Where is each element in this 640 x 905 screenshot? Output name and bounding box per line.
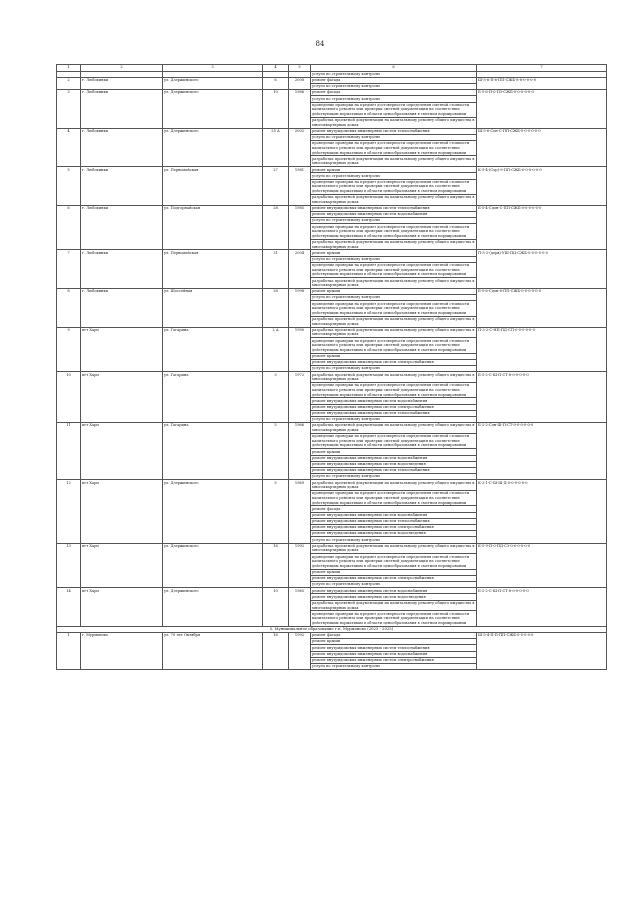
work-type-cell: услуги по строительному контролю (311, 416, 477, 422)
building-code-cell: К-5-4-(Сор)-9-ПП-СЖБ-0-0-0-0-0-0 (477, 167, 607, 206)
work-type-cell: услуги по строительному контролю (311, 218, 477, 224)
year-cell: 1990 (289, 327, 311, 372)
work-type-cell: разработка проектной документации на капитальному ремонту общего имущества в многоквартирных домах (311, 239, 477, 250)
work-type-cell: ремонт внутридомовых инженерных систем электроснабжения (311, 575, 477, 581)
locality-cell: г. Любохинки (81, 250, 163, 289)
street-cell: ул. Гагарина (163, 327, 263, 372)
work-type-cell: разработка проектной документации на капитальному ремонту общего имущества в многоквартирных домах (311, 423, 477, 434)
house-number-cell: 3 (263, 372, 289, 423)
work-type-cell: услуги по строительному контролю (311, 366, 477, 372)
work-type-cell: ремонт крыши (311, 569, 477, 575)
work-type-cell: ремонт внутридомовых инженерных систем водоотведения (311, 461, 477, 467)
house-number-cell: 16 (263, 632, 289, 669)
building-code-cell: Б-5-4-Сдон-С-ПП-СЖБ-0-0-0-0-0-0 (477, 205, 607, 250)
work-type-cell: ремонт внутридомовых инженерных систем электроснабжения (311, 524, 477, 530)
building-code-cell: Б-3-2-С-Ш-П-СТ-8-0-0-0-0-0 (477, 372, 607, 423)
work-type-cell: услуги по строительному контролю (311, 582, 477, 588)
table-row (57, 289, 607, 295)
building-code-cell: К-5-9-П-0-ПД-СЗ-0-0-0-0-0-0 (477, 543, 607, 588)
house-number-cell: 16 (263, 543, 289, 588)
page-number: 84 (315, 40, 325, 48)
row-number-cell: 6 (57, 205, 81, 250)
building-code-cell: Б-5-6-П-0-ПЗ-СЖБ-0-0-0-0-0-0 (477, 90, 607, 129)
work-type-cell: ремонт внутридомовых инженерных систем теплоснабжения (311, 205, 477, 211)
work-type-cell: ремонт внутридомовых инженерных систем водоснабжения (311, 455, 477, 461)
locality-cell: г. Любохинки (81, 205, 163, 250)
work-type-cell: ремонт внутридомовых инженерных систем электроснабжения (311, 359, 477, 365)
work-type-cell: ремонт фасада (311, 506, 477, 512)
row-number-cell: 1 (57, 632, 81, 669)
table-row (57, 128, 607, 134)
table-row (57, 167, 607, 173)
year-cell: 1965 (289, 588, 311, 627)
year-cell: 1972 (289, 372, 311, 423)
street-cell: ул. 70 лет Октября (163, 632, 263, 669)
work-type-cell: разработка проектной документации на капитальному ремонту общего имущества в многоквартирных домах (311, 600, 477, 611)
locality-cell: г. Любохинки (81, 289, 163, 328)
table-row (57, 372, 607, 383)
work-type-cell: разработка проектной документации на капитальному ремонту общего имущества в многоквартирных домах (311, 543, 477, 554)
row-number-cell: 7 (57, 250, 81, 289)
table-row (57, 90, 607, 96)
row-number-cell: 4 (57, 128, 81, 167)
work-type-cell: ремонт внутридомовых инженерных систем теплоснабжения (311, 410, 477, 416)
locality-cell: г. Любохинки (81, 128, 163, 167)
work-type-cell: разработка проектной документации на капитальному ремонту общего имущества в многоквартирных домах (311, 117, 477, 128)
house-number-cell: 25 А (263, 128, 289, 167)
house-number-cell: 2 А (263, 327, 289, 372)
work-type-cell: ремонт внутридомовых инженерных систем электроснабжения (311, 657, 477, 663)
work-type-cell: ремонт крыши (311, 353, 477, 359)
work-type-cell: разработка проектной документации на капитальному ремонту общего имущества в многоквартирных домах (311, 156, 477, 167)
work-type-cell: проведение проверки на предмет достоверности определения сметной стоимости капитального ремонта или проверки сметной документации на соответствие действующим нормативам в области ценообразования в сметном нормировании (311, 224, 477, 239)
table-row (57, 77, 607, 83)
table-row (57, 543, 607, 554)
work-type-cell: проведение проверки на предмет достоверности определения сметной стоимости капитального ремонта или проверки сметной документации на соответствие действующим нормативам в области ценообразования в сметном нормировании (311, 141, 477, 156)
year-cell: 2004 (289, 250, 311, 289)
work-type-cell: разработка проектной документации на капитальному ремонту общего имущества в многоквартирных домах (311, 278, 477, 289)
section-title: 5. Муниципальное образование г.п. Мурманово (2023 - 2025) (57, 626, 607, 632)
work-type-cell: проведение проверки на предмет достоверности определения сметной стоимости капитального ремонта или проверки сметной документации на соответствие действующим нормативам в области ценообразования в сметном нормировании (311, 491, 477, 506)
street-cell: ул. Гагарина (163, 372, 263, 423)
work-type-cell: разработка проектной документации на капитальному ремонту общего имущества в многоквартирных домах (311, 327, 477, 338)
work-type-cell: ремонт внутридомовых инженерных систем водоснабжения (311, 211, 477, 217)
work-type-cell: разработка проектной документации на капитальному ремонту общего имущества в многоквартирных домах (311, 480, 477, 491)
row-number-cell: 8 (57, 289, 81, 328)
building-code-cell: Б-5-6-Сдон-8-ПП-СЖБ-0-0-0-0-0-0 (477, 289, 607, 328)
work-type-cell: услуги по строительному контролю (311, 96, 477, 102)
work-type-cell: ремонт внутридомовых инженерных систем теплоснабжения (311, 128, 477, 134)
year-cell: 1986 (289, 90, 311, 129)
year-cell: 1969 (289, 480, 311, 543)
row-number-cell: 11 (57, 423, 81, 480)
building-code-cell: Б-2-2-С-Ш-П-СТ-8-0-0-0-0-0 (477, 588, 607, 627)
row-number-cell: 9 (57, 327, 81, 372)
house-number-cell: 31 (263, 250, 289, 289)
work-type-cell: проведение проверки на предмет достоверности определения сметной стоимости капитального ремонта или проверки сметной документации на соответствие действующим нормативам в области ценообразования в сметном нормировании (311, 102, 477, 117)
work-type-cell: проведение проверки на предмет достоверности определения сметной стоимости капитального ремонта или проверки сметной документации на соответствие действующим нормативам в области ценообразования в сметном нормировании (311, 554, 477, 569)
street-cell: ул. Шоссейная (163, 289, 263, 328)
building-code-cell: Ш-5-4-П-П-ПП-СЖБ-0-0-0-0-0 (477, 632, 607, 669)
building-code-cell: Б-2-2-Сдн-Ш-П-СТ-0-0-0-0-0-0 (477, 423, 607, 480)
work-type-cell: проведение проверки на предмет достоверности определения сметной стоимости капитального ремонта или проверки сметной документации на соответствие действующим нормативам в области ценообразования в сметном нормировании (311, 383, 477, 398)
row-number-cell: 10 (57, 372, 81, 423)
work-type-cell: ремонт крыши (311, 449, 477, 455)
work-type-cell: ремонт крыши (311, 289, 477, 295)
table-row (57, 205, 607, 211)
work-type-cell: ремонт внутридомовых инженерных систем водоотведения (311, 594, 477, 600)
header-col-1: 1 (57, 65, 81, 72)
row-number-cell: 2 (57, 77, 81, 89)
locality-cell: г. Любохинки (81, 167, 163, 206)
row-number-cell: 12 (57, 480, 81, 543)
building-code-cell: К-2-1-С-Ш-Ш-Д-0-0-0-0-0-0 (477, 480, 607, 543)
year-cell: 1992 (289, 632, 311, 669)
year-cell: 1992 (289, 543, 311, 588)
row-number-cell: 3 (57, 90, 81, 129)
header-col-2: 2 (81, 65, 163, 72)
work-type-cell: проведение проверки на предмет достоверности определения сметной стоимости капитального ремонта или проверки сметной документации на соответствие действующим нормативам в области ценообразования в сметном нормировании (311, 179, 477, 194)
street-cell: ул. Дзержинского (163, 128, 263, 167)
work-type-cell: ремонт внутридомовых инженерных систем водоснабжения (311, 512, 477, 518)
street-cell: ул. Дзержинского (163, 90, 263, 129)
house-number-cell: 5 (263, 480, 289, 543)
work-type-cell: проведение проверки на предмет достоверности определения сметной стоимости капитального ремонта или проверки сметной документации на соответствие действующим нормативам в области ценообразования в сметном нормировании (311, 433, 477, 448)
locality-cell: г. Любохинки (81, 77, 163, 89)
street-cell: ул. Дзержинского (163, 543, 263, 588)
capital-repair-table (56, 64, 607, 670)
work-type-cell: разработка проектной документации на капитальному ремонту общего имущества в многоквартирных домах (311, 316, 477, 327)
table-row (57, 423, 607, 434)
work-type-cell: проведение проверки на предмет достоверности определения сметной стоимости капитального ремонта или проверки сметной документации на соответствие действующим нормативам в области ценообразования в сметном нормировании (311, 262, 477, 277)
table-row (57, 250, 607, 256)
house-number-cell: 27 (263, 167, 289, 206)
table-body (57, 71, 607, 670)
year-cell: 1981 (289, 167, 311, 206)
header-row (57, 65, 607, 72)
header-col-3: 3 (163, 65, 263, 72)
house-number-cell: 28 (263, 289, 289, 328)
work-type-cell: услуги по строительному контролю (311, 537, 477, 543)
table-row (57, 632, 607, 638)
work-type-cell: ремонт внутридомовых инженерных систем электроснабжения (311, 404, 477, 410)
header-col-7: 7 (477, 65, 607, 72)
table-row (57, 480, 607, 491)
work-type-cell: проведение проверки на предмет достоверности определения сметной стоимости капитального ремонта или проверки сметной документации на соответствие действующим нормативам в области ценообразования в сметном нормировании (311, 611, 477, 626)
year-cell: 1998 (289, 289, 311, 328)
work-type-cell: ремонт внутридомовых инженерных систем водоснабжения (311, 588, 477, 594)
row-number-cell: 13 (57, 543, 81, 588)
work-type-cell: ремонт крыши (311, 167, 477, 173)
street-cell: ул. Подгорнайская (163, 205, 263, 250)
work-type-cell: ремонт фасада (311, 77, 477, 83)
work-type-cell: услуги по строительному контролю (311, 83, 477, 89)
street-cell: ул. Гагарина (163, 423, 263, 480)
street-cell: ул. Дзержинского (163, 77, 263, 89)
work-type-cell: ремонт внутридомовых инженерных систем водоснабжения (311, 651, 477, 657)
house-number-cell: 10 (263, 90, 289, 129)
building-code-cell: П-5-2-(дерв)-УШ-ПЦ-СЖБ-0-0-0-0-0-0 (477, 250, 607, 289)
work-type-cell: услуги по строительному контролю (311, 71, 477, 77)
work-type-cell: ремонт фасада (311, 90, 477, 96)
work-type-cell: услуги по строительному контролю (311, 663, 477, 669)
locality-cell: пгт Харп (81, 327, 163, 372)
locality-cell: пгт Харп (81, 543, 163, 588)
street-cell: ул. Дзержинского (163, 588, 263, 627)
row-number-cell: 5 (57, 167, 81, 206)
work-type-cell: ремонт внутридомовых инженерных систем теплоснабжения (311, 518, 477, 524)
work-type-cell: ремонт фасада (311, 632, 477, 638)
building-code-cell: Ш-5-6-Сон-С-ПП-СЖБ-0-0-0-0-0-0 (477, 128, 607, 167)
work-type-cell: разработка проектной документации на капитальному ремонту общего имущества в многоквартирных домах (311, 372, 477, 383)
header-col-4: 4 (263, 65, 289, 72)
locality-cell: пгт Харп (81, 372, 163, 423)
street-cell: ул. Дзержинского (163, 480, 263, 543)
street-cell: ул. Первомайская (163, 167, 263, 206)
building-code-cell: Ш-5-6-П-6-ПП-СЖБ-8-8-0-0-0-0 (477, 77, 607, 89)
work-type-cell: ремонт крыши (311, 639, 477, 645)
work-type-cell: услуги по строительному контролю (311, 256, 477, 262)
work-type-cell: ремонт внутридомовых инженерных систем теплоснабжения (311, 467, 477, 473)
work-type-cell: проведение проверки на предмет достоверности определения сметной стоимости капитального ремонта или проверки сметной документации на соответствие действующим нормативам в области ценообразования в сметном нормировании (311, 301, 477, 316)
work-type-cell: ремонт крыши (311, 250, 477, 256)
header-col-6: 6 (311, 65, 477, 72)
house-number-cell: 5 (263, 423, 289, 480)
table-row (57, 327, 607, 338)
year-cell: 1985 (289, 205, 311, 250)
work-type-cell: услуги по строительному контролю (311, 134, 477, 140)
work-type-cell: услуги по строительному контролю (311, 295, 477, 301)
locality-cell: пгт Харп (81, 588, 163, 627)
locality-cell: г. Мурманово (81, 632, 163, 669)
work-type-cell: услуги по строительному контролю (311, 173, 477, 179)
row-number-cell: 14 (57, 588, 81, 627)
building-code-cell: П-3-2-С-НП-ПД-СП-0-0-0-0-0-0 (477, 327, 607, 372)
year-cell: 1966 (289, 423, 311, 480)
table-row (57, 588, 607, 594)
house-number-cell: 6 (263, 77, 289, 89)
capital-repair-table-container (56, 64, 606, 670)
work-type-cell: услуги по строительному контролю (311, 474, 477, 480)
house-number-cell: 28 (263, 205, 289, 250)
work-type-cell: ремонт внутридомовых инженерных систем теплоснабжения (311, 645, 477, 651)
locality-cell: г. Любохинки (81, 90, 163, 129)
locality-cell: пгт Харп (81, 480, 163, 543)
year-cell: 2002 (289, 128, 311, 167)
street-cell: ул. Первомайская (163, 250, 263, 289)
house-number-cell: 10 (263, 588, 289, 627)
year-cell: 2008 (289, 77, 311, 89)
header-col-5: 5 (289, 65, 311, 72)
work-type-cell: ремонт внутридомовых инженерных систем водоотведения (311, 531, 477, 537)
work-type-cell: ремонт внутридомовых инженерных систем водоснабжения (311, 398, 477, 404)
work-type-cell: разработка проектной документации на капитальному ремонту общего имущества в многоквартирных домах (311, 194, 477, 205)
locality-cell: пгт Харп (81, 423, 163, 480)
work-type-cell: проведение проверки на предмет достоверности определения сметной стоимости капитального ремонта или проверки сметной документации на соответствие действующим нормативам в области ценообразования в сметном нормировании (311, 338, 477, 353)
